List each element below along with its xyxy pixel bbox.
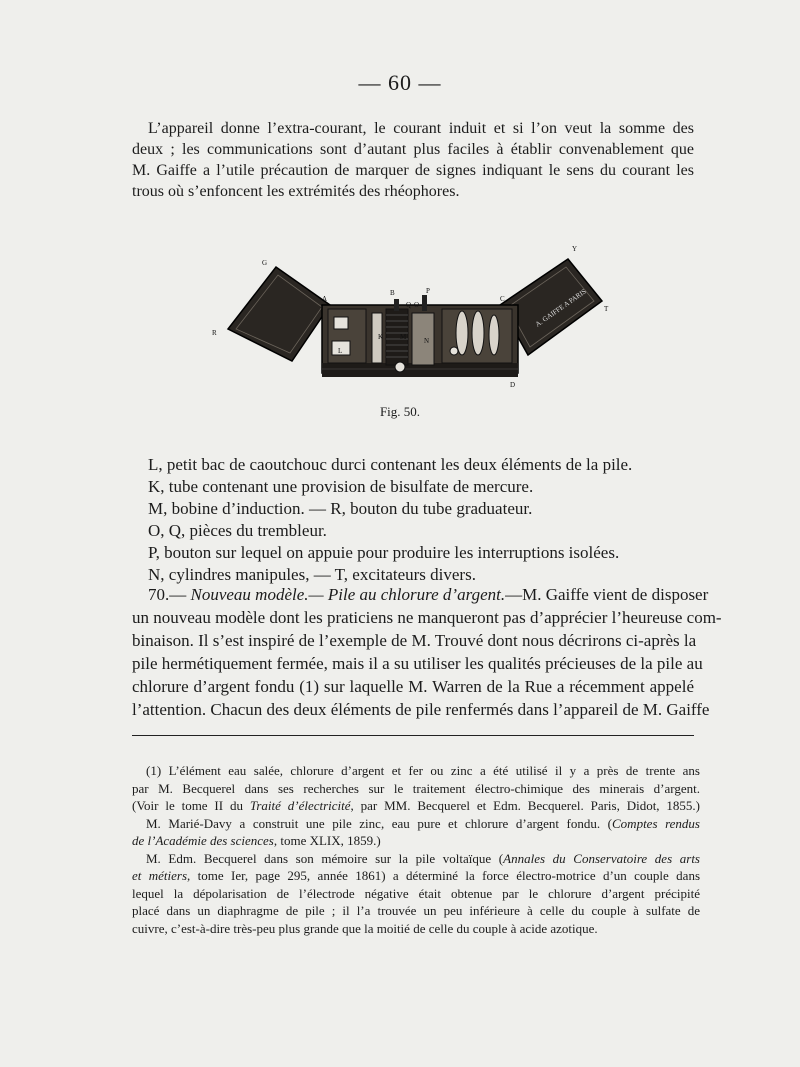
- label-Q: Q: [406, 301, 412, 309]
- paragraph-line: trous où s’enfoncent les extrémités des rhéophores.: [132, 183, 460, 200]
- legend-item: M, bobine d’induction. — R, bouton du tube graduateur.: [148, 499, 533, 518]
- post-P: [422, 295, 427, 311]
- legend-item: P, bouton sur lequel on appuie pour produire les interruptions isolées.: [148, 543, 620, 562]
- footnote-line: de l’Académie des sciences, tome XLIX, 1859.): [132, 833, 381, 848]
- label-A: A: [322, 295, 328, 303]
- paragraph-line: un nouveau modèle dont les praticiens ne manqueront pas d’apprécier l’heureuse com-: [132, 608, 722, 627]
- button-R: [395, 362, 405, 372]
- label-B: B: [390, 289, 395, 297]
- apparatus-engraving: [210, 243, 620, 393]
- label-O: O: [414, 301, 420, 309]
- label-T: T: [604, 305, 609, 313]
- manipule: [472, 311, 484, 355]
- footnote-line: et métiers, tome Ier, page 295, année 1861) a déterminé la force électro-motrice d’un couple dans: [132, 868, 700, 883]
- section-lead-text: —M. Gaiffe vient de disposer: [505, 585, 709, 604]
- label-N: N: [424, 337, 430, 345]
- legend-item: L, petit bac de caoutchouc durci contenant les deux éléments de la pile.: [148, 455, 633, 474]
- label-Y: Y: [572, 245, 578, 253]
- figure-gaiffe-apparatus: [210, 243, 620, 393]
- figure-legend: [148, 454, 633, 586]
- post-B: [394, 299, 399, 311]
- footnotes: [132, 762, 700, 937]
- label-R: R: [212, 329, 217, 337]
- footnote-line: placé dans un diaphragme de pile ; il l’a trouvée un peu inférieure à celle du couple à sulfate de: [132, 903, 700, 918]
- section-heading-line: [132, 583, 709, 606]
- element-cell: [334, 317, 348, 329]
- paragraph-line: M. Gaiffe a l’utile précaution de marquer de signes indiquant le sens du courant les: [132, 162, 694, 179]
- label-G: G: [262, 259, 268, 267]
- label-L: L: [338, 347, 343, 355]
- paragraph-line: l’attention. Chacun des deux éléments de pile renfermés dans l’appareil de M. Gaiffe: [132, 700, 710, 719]
- page-number: — 60 —: [358, 70, 442, 95]
- paragraph-line: pile hermétiquement fermée, mais il a su utiliser les qualités précieuses de la pile au: [132, 654, 703, 673]
- legend-item: K, tube contenant une provision de bisulfate de mercure.: [148, 477, 534, 496]
- section-number: 70.—: [148, 585, 187, 604]
- manipule: [456, 311, 468, 355]
- paragraph-line: L’appareil donne l’extra-courant, le courant induit et si l’on veut la somme des: [148, 120, 694, 137]
- lid-inscription: A. GAIFFE A PARIS: [533, 287, 588, 329]
- legend-item: N, cylindres manipules, — T, excitateurs divers.: [148, 565, 476, 584]
- footnote-line: cuivre, c’est-à-dire très-peu plus grande que la moitié de celle du couple à acide azotique.: [132, 920, 598, 936]
- cylinder: [412, 313, 434, 365]
- footnote-divider: [132, 735, 694, 736]
- section-title: Nouveau modèle.— Pile au chlorure d’argent.: [190, 585, 506, 604]
- footnote-line: (Voir le tome II du Traité d’électricité, par MM. Becquerel et Edm. Becquerel. Paris, Didot, 1855.): [132, 798, 700, 813]
- paragraph-line: chlorure d’argent fondu (1) sur laquelle M. Warren de la Rue a récemment appelé: [132, 677, 694, 696]
- label-C: C: [500, 295, 505, 303]
- label-P: P: [426, 287, 430, 295]
- footnote-line: M. Marié-Davy a construit une pile zinc, eau pure et chlorure d’argent fondu. (Comptes rendus: [146, 815, 700, 831]
- label-K: K: [378, 333, 384, 341]
- footnote-line: lequel la dépolarisation de l’électrode négative était obtenue par le chlorure d’argent précipité: [132, 885, 700, 901]
- left-lid: [228, 267, 330, 361]
- label-D: D: [510, 381, 516, 389]
- figure-caption: Fig. 50.: [379, 404, 421, 419]
- paragraph-intro: [132, 118, 694, 202]
- legend-item: O, Q, pièces du trembleur.: [148, 521, 327, 540]
- label-M: M: [400, 333, 407, 341]
- footnote-line: par M. Becquerel dans ses recherches sur le traitement électro-chimique des minerais d’argent.: [132, 780, 700, 796]
- paragraph-section-70: [132, 583, 722, 721]
- exciter: [489, 315, 499, 355]
- footnote-line: M. Edm. Becquerel dans son mémoire sur la pile voltaïque (Annales du Conservatoire des arts: [146, 850, 700, 866]
- footnote-line: (1) L’élément eau salée, chlorure d’argent et fer ou zinc a été utilisé il y a près de trente ans: [146, 763, 700, 778]
- paragraph-line: binaison. Il s’est inspiré de l’exemple de M. Trouvé dont nous décrirons ci-après la: [132, 631, 697, 650]
- paragraph-line: deux ; les communications sont d’autant plus faciles à établir convenablement que: [132, 141, 694, 158]
